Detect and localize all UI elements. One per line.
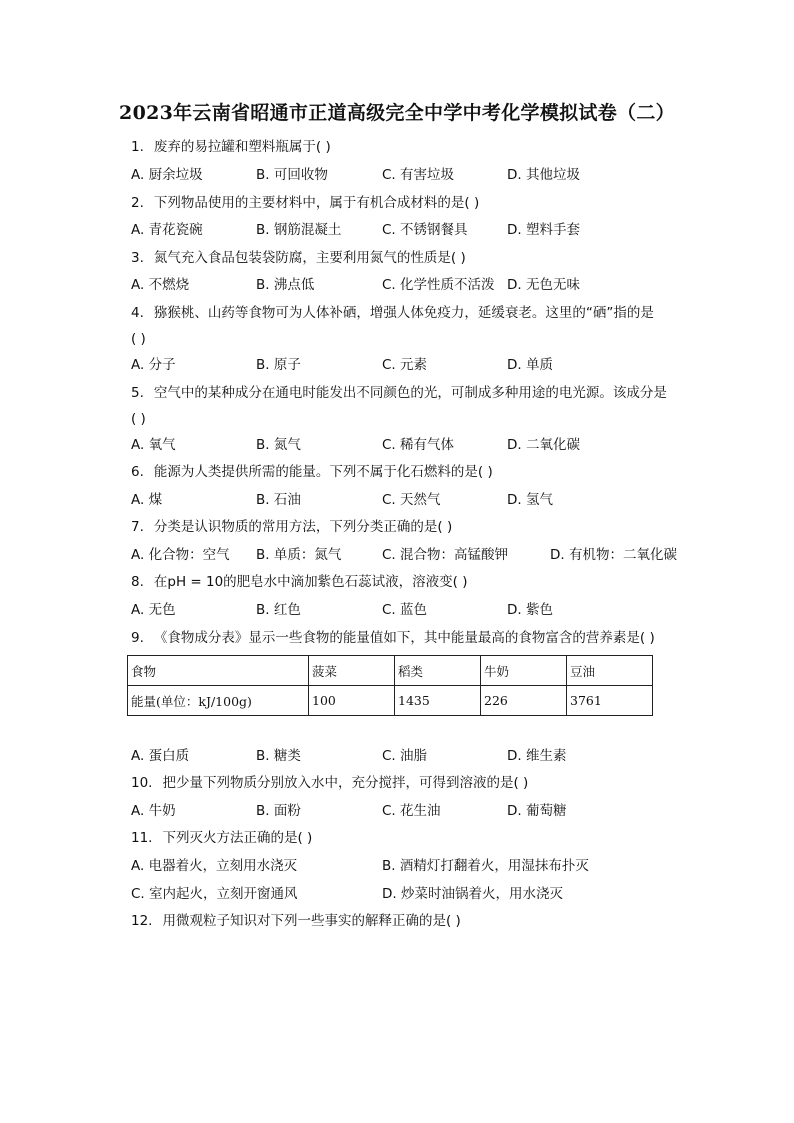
option-b: B. 钢筋混凝土 xyxy=(256,222,342,238)
question-4-continuation: ( ) xyxy=(131,331,146,347)
question-text: 《食物成分表》显示一些食物的能量值如下，其中能量最高的食物富含的营养素是( ) xyxy=(153,630,655,646)
question-3 xyxy=(131,249,466,267)
table-header-cell: 菠菜 xyxy=(309,656,395,686)
question-number: 2. xyxy=(131,195,144,211)
question-5 xyxy=(131,384,667,402)
option-c: C. 蓝色 xyxy=(382,602,428,618)
question-8 xyxy=(131,573,468,591)
option-a: A. 无色 xyxy=(131,602,176,618)
table-cell: 100 xyxy=(309,686,395,716)
option-a: A. 青花瓷碗 xyxy=(131,222,203,238)
option-c: C. 天然气 xyxy=(382,492,441,508)
question-number: 10. xyxy=(131,775,153,791)
option-d: D. 氢气 xyxy=(507,492,553,508)
question-4 xyxy=(131,304,654,322)
question-12 xyxy=(131,912,461,930)
option-a: A. 蛋白质 xyxy=(131,748,190,764)
table-cell: 226 xyxy=(481,686,567,716)
option-d: D. 其他垃圾 xyxy=(507,167,580,183)
question-text: 分类是认识物质的常用方法，下列分类正确的是( ) xyxy=(153,519,453,535)
option-b: B. 酒精灯打翻着火，用湿抹布扑灭 xyxy=(382,858,589,874)
option-c: C. 稀有气体 xyxy=(382,437,455,453)
options-5 xyxy=(0,436,794,454)
option-c: C. 化学性质不活泼 xyxy=(382,277,495,293)
option-a: A. 电器着火，立刻用水浇灭 xyxy=(131,858,298,874)
question-11 xyxy=(131,829,312,847)
option-b: B. 沸点低 xyxy=(256,277,315,293)
option-a: A. 化合物：空气 xyxy=(131,547,230,563)
option-b: B. 可回收物 xyxy=(256,167,328,183)
question-text: 在pH = 10的肥皂水中滴加紫色石蕊试液，溶液变( ) xyxy=(153,574,468,590)
option-d: D. 无色无味 xyxy=(507,277,580,293)
options-11-row-2 xyxy=(0,885,794,903)
question-text: 空气中的某种成分在通电时能发出不同颜色的光，可制成多种用途的电光源。该成分是 xyxy=(153,385,667,401)
options-1 xyxy=(0,166,794,184)
option-b: B. 糖类 xyxy=(256,748,301,764)
options-4 xyxy=(0,356,794,374)
question-text: 废弃的易拉罐和塑料瓶属于( ) xyxy=(153,139,331,155)
question-number: 9. xyxy=(131,630,144,646)
question-text: 把少量下列物质分别放入水中，充分搅拌，可得到溶液的是( ) xyxy=(162,775,529,791)
options-10 xyxy=(0,802,794,820)
question-text: 用微观粒子知识对下列一些事实的解释正确的是( ) xyxy=(162,913,461,929)
question-5-continuation: ( ) xyxy=(131,411,146,427)
question-number: 11. xyxy=(131,830,153,846)
question-text: 能源为人类提供所需的能量。下列不属于化石燃料的是( ) xyxy=(153,464,493,480)
option-b: B. 石油 xyxy=(256,492,301,508)
option-b: B. 原子 xyxy=(256,357,301,373)
option-a: A. 不燃烧 xyxy=(131,277,190,293)
question-number: 5. xyxy=(131,385,144,401)
options-3 xyxy=(0,276,794,294)
options-8 xyxy=(0,601,794,619)
option-c: C. 混合物：高锰酸钾 xyxy=(382,547,509,563)
question-10 xyxy=(131,774,528,792)
option-c: C. 元素 xyxy=(382,357,428,373)
table-row xyxy=(128,656,653,686)
option-c: C. 油脂 xyxy=(382,748,428,764)
option-a: A. 分子 xyxy=(131,357,176,373)
table-cell: 3761 xyxy=(567,686,653,716)
question-number: 12. xyxy=(131,913,153,929)
question-number: 4. xyxy=(131,305,144,321)
option-a: A. 煤 xyxy=(131,492,163,508)
table-cell: 1435 xyxy=(395,686,481,716)
option-d: D. 紫色 xyxy=(507,602,553,618)
option-d: D. 有机物：二氧化碳 xyxy=(550,547,677,563)
option-d: D. 二氧化碳 xyxy=(507,437,580,453)
option-a: A. 牛奶 xyxy=(131,803,176,819)
question-6 xyxy=(131,463,493,481)
question-7 xyxy=(131,518,452,536)
option-d: D. 维生素 xyxy=(507,748,567,764)
options-9 xyxy=(0,747,794,765)
question-9 xyxy=(131,629,655,647)
table-header-cell: 豆油 xyxy=(567,656,653,686)
question-2 xyxy=(131,194,479,212)
options-2 xyxy=(0,221,794,239)
question-number: 1. xyxy=(131,139,144,155)
option-b: B. 氮气 xyxy=(256,437,301,453)
option-d: D. 葡萄糖 xyxy=(507,803,567,819)
option-c: C. 有害垃圾 xyxy=(382,167,455,183)
options-6 xyxy=(0,491,794,509)
food-energy-table xyxy=(127,655,653,716)
option-a: A. 氧气 xyxy=(131,437,176,453)
option-d: D. 炒菜时油锅着火，用水浇灭 xyxy=(382,886,563,902)
table-header-cell: 稻类 xyxy=(395,656,481,686)
question-text: 下列物品使用的主要材料中，属于有机合成材料的是( ) xyxy=(153,195,480,211)
option-b: B. 单质：氮气 xyxy=(256,547,342,563)
option-d: D. 塑料手套 xyxy=(507,222,580,238)
table-header-cell: 食物 xyxy=(128,656,309,686)
option-d: D. 单质 xyxy=(507,357,553,373)
question-text: 下列灭火方法正确的是( ) xyxy=(162,830,313,846)
table-row-label: 能量(单位：kJ/100g) xyxy=(128,686,309,716)
page-title: 2023年云南省昭通市正道高级完全中学中考化学模拟试卷（二） xyxy=(119,102,675,124)
option-a: A. 厨余垃圾 xyxy=(131,167,203,183)
options-7 xyxy=(0,546,794,564)
options-11-row-1 xyxy=(0,857,794,875)
table-header-cell: 牛奶 xyxy=(481,656,567,686)
question-1 xyxy=(131,138,331,156)
question-number: 8. xyxy=(131,574,144,590)
question-text: 氮气充入食品包装袋防腐，主要利用氮气的性质是( ) xyxy=(153,250,466,266)
option-b: B. 面粉 xyxy=(256,803,301,819)
option-c: C. 室内起火，立刻开窗通风 xyxy=(131,886,298,902)
question-number: 6. xyxy=(131,464,144,480)
question-text: 猕猴桃、山药等食物可为人体补硒，增强人体免疫力，延缓衰老。这里的“硒”指的是 xyxy=(153,305,654,321)
option-c: C. 花生油 xyxy=(382,803,441,819)
table-row xyxy=(128,686,653,716)
option-c: C. 不锈钢餐具 xyxy=(382,222,468,238)
question-number: 7. xyxy=(131,519,144,535)
option-b: B. 红色 xyxy=(256,602,301,618)
question-number: 3. xyxy=(131,250,144,266)
